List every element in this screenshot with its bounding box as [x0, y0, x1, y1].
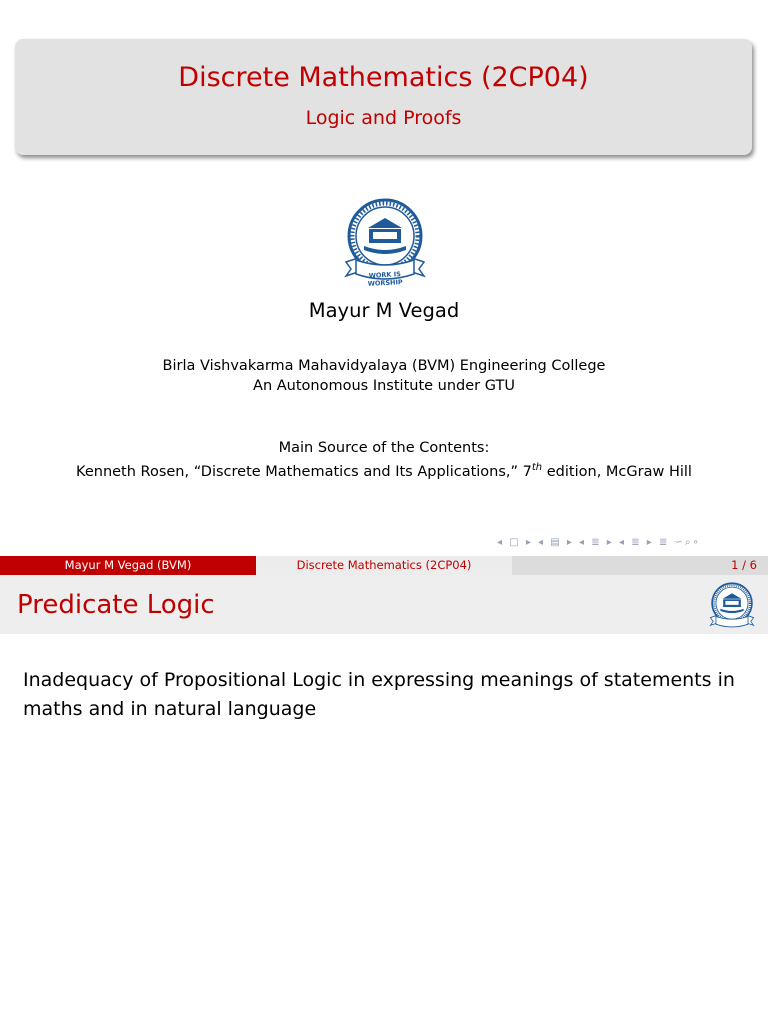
bvm-seal-small-icon: [706, 581, 758, 632]
source-prefix: Kenneth Rosen, “Discrete Mathematics and Its Applications,” 7: [76, 463, 532, 480]
author-name: Mayur M Vegad: [308, 299, 460, 322]
slide-body-text: Inadequacy of Propositional Logic in expressing meanings of statements in maths and in natural language: [23, 669, 735, 720]
source-heading: Main Source of the Contents:: [278, 440, 490, 456]
institute-line-2: An Autonomous Institute under GTU: [253, 378, 515, 394]
institute-line-1: Birla Vishvakarma Mahavidyalaya (BVM) Engineering College: [162, 358, 606, 374]
source-block: [0, 438, 768, 482]
presentation-title: Discrete Mathematics (2CP04): [178, 62, 589, 93]
footer-page-number: 1 / 6: [512, 556, 768, 575]
frame-title: Predicate Logic: [17, 590, 215, 620]
source-citation: [0, 458, 768, 482]
presentation-subtitle: Logic and Proofs: [305, 107, 462, 129]
beamer-navigation-symbols[interactable]: ◂ □ ▸ ◂ ▤ ▸ ◂ ≣ ▸ ◂ ≣ ▸ ≣ ∽⌕∘: [497, 537, 701, 548]
institute-block: [0, 356, 768, 396]
title-box: [15, 39, 752, 155]
footer-course: Discrete Mathematics (2CP04): [256, 556, 512, 575]
seal-ribbon-text: WORK IS WORSHIP: [367, 270, 403, 288]
source-suffix: edition, McGraw Hill: [542, 463, 692, 480]
footer-bar: [0, 556, 768, 575]
footer-author: Mayur M Vegad (BVM): [0, 556, 256, 575]
source-sup: th: [531, 462, 543, 473]
